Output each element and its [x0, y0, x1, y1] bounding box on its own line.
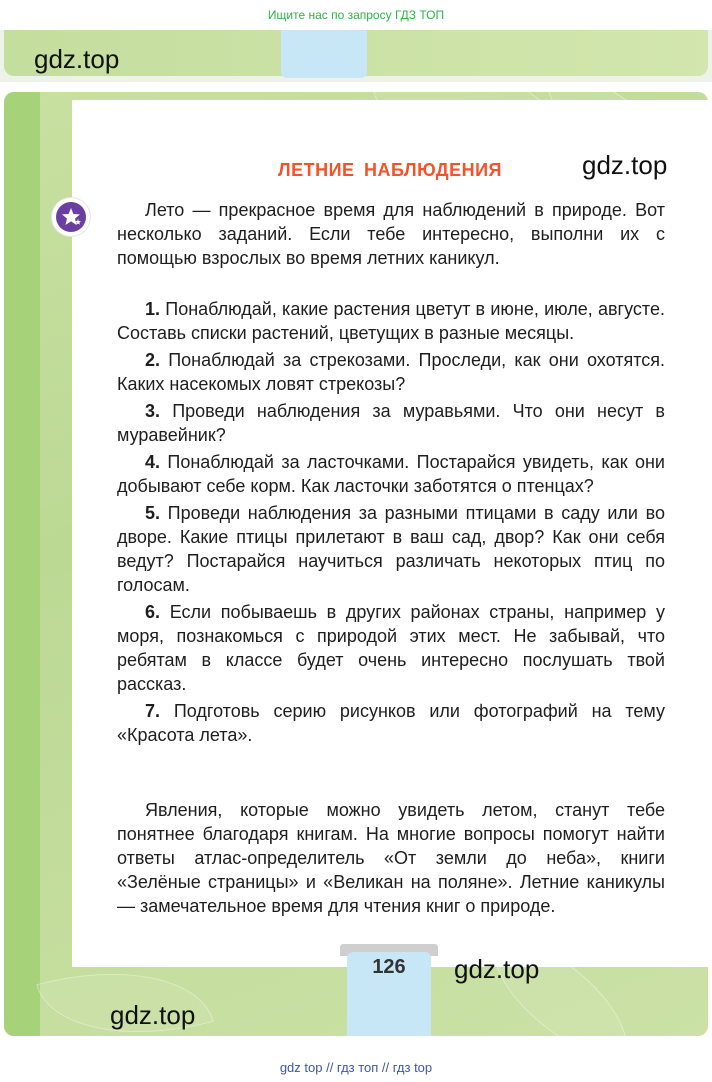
task-number: 5.	[145, 503, 161, 523]
task-text: Понаблюдай за стрекозами. Проследи, как они охотятся. Каких насекомых ловят стрекозы?	[117, 350, 665, 394]
intro-text: Лето — прекрасное время для наблюдений в природе. Вот несколько заданий. Если тебе интересно, выполни их с помощью взрослых во время летних каникул.	[117, 200, 665, 268]
task-text: Если побываешь в других районах страны, например у моря, познакомься с природой этих мест. Не забывай, что ребятам в классе будет очень интересно послушать твой рассказ.	[117, 602, 665, 694]
task-number: 4.	[145, 452, 161, 472]
task-number: 1.	[145, 299, 161, 319]
task-text: Проведи наблюдения за разными птицами в саду или во дворе. Какие птицы прилетают в ваш сад, двор? Как они себя ведут? Постарайся научиться различать некоторых птиц по голосам.	[117, 503, 665, 595]
task-text: Понаблюдай, какие растения цветут в июне, июле, августе. Составь списки растений, цветущих в разные месяцы.	[117, 299, 665, 343]
task-number: 3.	[145, 401, 161, 421]
activity-badge	[52, 198, 90, 236]
section-title: ЛЕТНИЕ НАБЛЮДЕНИЯ	[277, 160, 502, 180]
watermark-gdz-top: gdz.top	[582, 150, 668, 180]
top-banner[interactable]: Ищите нас по запросу ГДЗ ТОП	[267, 8, 445, 22]
task-text: Понаблюдай за ласточками. Постарайся увидеть, как они добывают себе корм. Как ласточки заботятся о птенцах?	[117, 452, 665, 496]
page-number: 126	[372, 956, 406, 978]
intro-paragraph	[117, 198, 665, 270]
bottom-banner[interactable]: gdz top // гдз топ // гдз top	[279, 1059, 433, 1075]
task-text: Проведи наблюдения за муравьями. Что они несут в муравейник?	[117, 401, 665, 445]
task-item	[117, 600, 665, 696]
task-item	[117, 450, 665, 498]
task-number: 2.	[145, 350, 161, 370]
task-item	[117, 348, 665, 396]
task-number: 7.	[145, 701, 161, 721]
watermark-gdz-top: gdz.top	[34, 44, 120, 74]
top-blue-tab	[281, 30, 367, 78]
task-list	[117, 294, 665, 747]
left-green-stripe	[4, 92, 40, 1036]
task-number: 6.	[145, 602, 161, 622]
task-item	[117, 501, 665, 597]
task-item	[117, 399, 665, 447]
task-item	[117, 297, 665, 345]
outro-text: Явления, которые можно увидеть летом, станут тебе понятнее благодаря книгам. На многие вопросы помогут найти ответы атлас-определитель «От земли до неба», книги «Зелёные страницы» и «Великан на поляне». Летние каникулы — замечательное время для чтения книг о природе.	[117, 800, 665, 916]
watermark-gdz-top: gdz.top	[110, 1000, 196, 1030]
task-item	[117, 699, 665, 747]
task-text: Подготовь серию рисунков или фотографий на тему «Красота лета».	[117, 701, 665, 745]
watermark-gdz-top: gdz.top	[454, 954, 540, 984]
outro-paragraph	[117, 798, 665, 918]
stars-icon	[56, 202, 86, 232]
